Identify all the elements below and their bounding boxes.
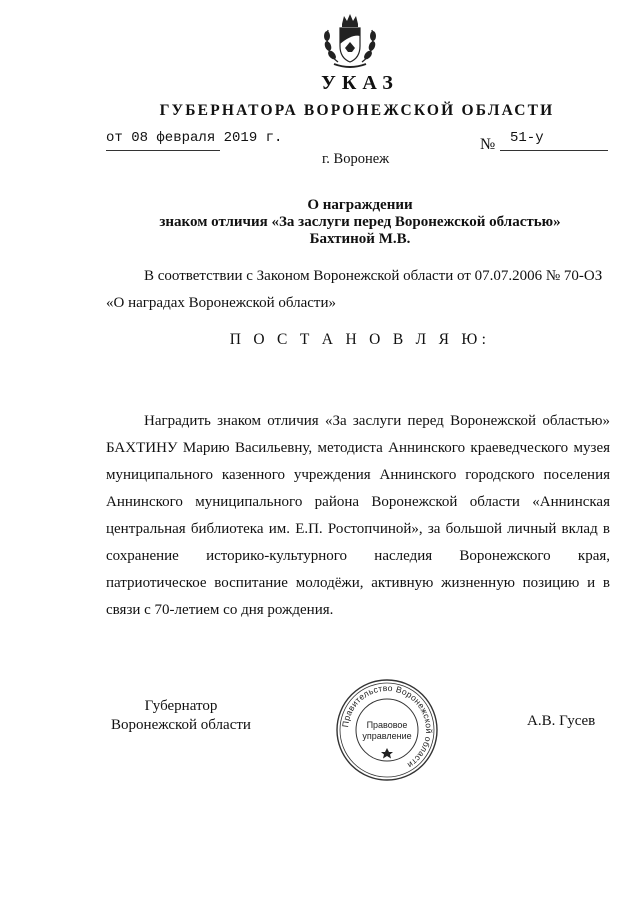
number-sign: № xyxy=(480,136,496,153)
signature-position-line: Воронежской области xyxy=(111,717,251,733)
coat-of-arms-icon xyxy=(318,12,382,72)
document-title: УКАЗ xyxy=(321,72,399,94)
decree-body: Наградить знаком отличия «За заслуги перед Воронежской областью» БАХТИНУ Марию Васильевну, методиста Аннинского краеведческого музея муниципального казенного учреждения Аннинского городского поселения Аннинского муниципального района Воронежской области «Аннинская центральная библиотека им. Е.П. Ростопчиной», за большой личный вклад в сохранение историко-культурного наследия Воронежского края, патриотическое воспитание молодёжи, активную жизненную позицию и в связи с 70-летием со дня рождения. xyxy=(106,413,610,618)
stamp-ring-text: Правительство Воронежской области xyxy=(340,682,435,771)
signature-position-line: Губернатор xyxy=(144,698,218,714)
preamble xyxy=(106,263,612,317)
stamp-inner-line: Правовое xyxy=(366,720,408,730)
heading-line: Бахтиной М.В. xyxy=(309,231,411,247)
decree-word: П О С Т А Н О В Л Я Ю: xyxy=(229,331,491,348)
document-subtitle: ГУБЕРНАТОРА ВОРОНЕЖСКОЙ ОБЛАСТИ xyxy=(159,102,555,119)
preamble-line: В соответствии с Законом Воронежской области от 07.07.2006 № 70-ОЗ xyxy=(144,268,603,284)
seal-stamp xyxy=(335,678,439,782)
document-number: 51-у xyxy=(510,130,544,146)
heading-line: О награждении xyxy=(307,197,413,213)
document-date: от 08 февраля 2019 г. xyxy=(106,130,283,146)
document-heading xyxy=(0,197,640,248)
preamble-line: «О наградах Воронежской области» xyxy=(106,295,337,311)
document-city: г. Воронеж xyxy=(322,151,390,167)
signature-position xyxy=(106,697,256,735)
signatory-name: А.В. Гусев xyxy=(527,713,596,729)
heading-line: знаком отличия «За заслуги перед Воронежской областью» xyxy=(159,214,561,230)
stamp-inner-line: управление xyxy=(362,731,412,741)
